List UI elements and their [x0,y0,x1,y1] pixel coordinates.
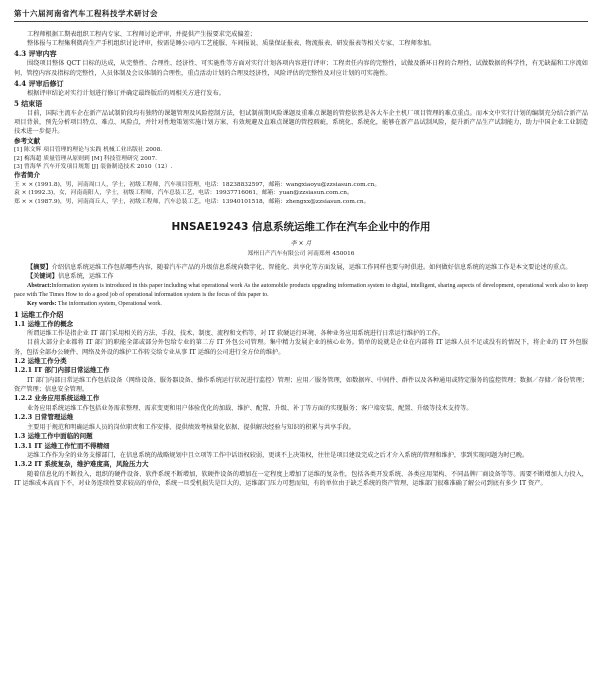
paragraph: 主要用于规范和明确运维人员的岗位职责和工作安排、提供绩效考核量化依据、提供解决经验与知识的积累与共享手段。 [27,423,355,431]
paragraph: 目前大部分企业都将 IT 部门的职能全部或部分外包给专业的第二方 IT 外包公司管理。集中精力发展企业的核心业务。简单的说就是企业在内部将 IT 运维人员不足或没有的情况下，将企业的 IT 外包服务，包括全部办公硬件、网络及外设的维护工作转交给专业从事 IT 运维的公司进行全方位的维护。 [14,339,588,356]
keywords [14,272,588,281]
abstract-en [14,282,588,300]
author-bio: 袁 × (1992.3)，女，河南南阳人，学士，初级工程师，汽车总装工艺，电话：19937716061，邮箱：yuan@zzsiasun.com.cn。 [14,190,353,197]
article-author: 李 × 月 [290,240,312,248]
paragraph: 工程师根据工期表组织工程内专家、工程师讨论评审，并提供产生报要求完成偏差； [27,31,256,38]
abstract [14,263,588,272]
paragraph: IT 部门内部日常运维工作包括设备（网络设备、服务器设备、操作系统运行状况进行监控）管理；应用／服务管理，如数据库、中间件、群件以及各种通用或特定服务的监控管理；数据／存储／备份管理；资产管理；信息安全管理。 [14,377,588,394]
article-affiliation: 郑州日产汽车有限公司 河南郑州 450016 [247,251,355,258]
paragraph: 目前，国际主流车企在新产品试制阶段均有独特的课题管理及风险控制方法，但试制前期风险课题及重难点课题的管控依然是各大车企主机厂项目管理的难点重点。而本文中实行计划的编制充分结合新产品项目背景，预先分析项目特点、难点、风险点，并针对性地策划实施计划方案，有效规避及直难点课题的管控瑕疵，系统化、系统化，能够在新产品试制风险，提升新产品生产试制能力，助力中国企业工业制造技术进一步提升。 [14,110,588,136]
paragraph: 根据评审结论对实行计划进行修订并确定最终版后的周相关方进行发布。 [27,89,225,97]
keywords-en-text: The information system, Operational work. [57,300,162,307]
subsection-heading: 1.3.1 IT 运维工作忙而不得精细 [14,441,110,450]
keywords-en [14,300,588,309]
abstract-text: 介绍信息系统运维工作包括哪些内容，随着汽车产品的升级信息系统向数字化、智能化、共享化等方面发展，运维工作同样也要与时俱进。如何做好信息系统的运维工作是本文要论述的重点。 [51,264,572,272]
paragraph: 运维工作作为全的业务支撑部门，在信息系统的战略规划中且立项等工作中话语权较弱，更谈不上决策权，往往是项目建设完成之后才介入系统的管理和维护，事到实现问题为时已晚。 [27,452,529,460]
author-bio-heading: 作者简介 [14,171,40,180]
author-bio: 王 × × (1991.8)，男，河南周口人，学士，初级工程师，汽车项目管理，电话：18238832597，邮箱：wangxiaoyu@zzsiasun.com.cn。 [14,182,381,189]
paragraph: 随着信息化的不断投入，组织的硬件设备、软件系统不断增加，软硬件设备的增加在一定程度上增加了运维的复杂性，包括各类开发系统、各类应用架构、不同品牌厂商设备等等。需要不断增加人力投入，IT 运维成本高而下不，对业务连续性要求较高的单位，系统一旦受机损失是巨大的，运维部门压力可想而知，有的单位由于缺乏系统的资产管理，运维部门很难准确了解公司到底有多少 IT 资产。 [14,471,588,488]
paragraph: 围绕项目整体 QCT 目标的达成，从完整性、合理性、经济性、可实施性等方面对实行计划各项内容进行评审；工程责任内容的完整性，试做及循环日程的合理性，试做数据的科学性，有无缺漏和工序流如何，管控内容及指标的完整性，人员体制及会议体制的合理性，重点活动计划的合理及经济性，风险评估的完整性及对应计划的可实施性。 [14,60,588,77]
paragraph: 整体报与工程集利微尚生产手机组织讨论评审，按需是睡公司内工艺能服、车间报说、质量保证报表、物流报表、研发报表等相关专家、工程师参加。 [27,40,436,48]
subsection-heading: 1.1 运维工作的概念 [14,319,74,328]
subsection-heading: 1.3.2 IT 系统复杂，维护难度高，风险压力大 [14,460,149,469]
reference-item: [3] 曾海华 汽车开发项目规划 [J] 装备制造技术 2010（12）. [14,164,173,171]
section-heading: 1 运维工作介绍 [14,309,64,319]
section-heading: 5 结束语 [14,99,43,109]
subsection-heading: 1.2.2 业务应用系统运维工作 [14,394,100,403]
running-header: 第十六届河南省汽车工程科技学术研讨会 [14,8,588,22]
author-bio: 郑 × × (1987.9)，男，河南商丘人，学士，初级工程师，汽车总装工艺，电话：13940101518，邮箱：zhengxx@zzsiasun.com.cn。 [14,198,370,205]
reference-item: [1] 陈文辉 项目管理的理论与实践 机械工业出版社 2008. [14,147,163,154]
abstract-en-text: Information system is introduced in this paper including what operational work As the automobile products upgrading information system to digital, intelligent, sharing aspects of development, operational work also to keep pace with The Times How to do a good job of operational information system is the focus of this paper to. [14,282,588,298]
keywords-en-label: Key words: [27,300,57,307]
subsection-heading: 1.2 运维工作分类 [14,356,67,365]
keywords-label: 【关键词】 [27,273,58,281]
subsection-heading: 1.2.3 日常管理运维 [14,413,74,422]
abstract-label: 【摘要】 [27,264,52,272]
section-heading: 4.3 评审内容 [14,49,57,59]
paragraph: 所谓运维工作是指企业 IT 部门采用相关的方法、手段、技术、制度、流程和文档等，对 IT 软硬运行环境、各种业务应用系统进行日常运行维护的工作。 [27,330,445,338]
subsection-heading: 1.2.1 IT 部门内部日常运维工作 [14,366,110,375]
references-heading: 参考文献 [14,136,40,145]
reference-item: [2] 梅海超 质量管理从原则到 [M] 科技管理研究 2007. [14,155,158,162]
subsection-heading: 1.3 运维工作中面临的问题 [14,432,93,441]
abstract-en-label: Abstract: [27,282,52,289]
keywords-text: 信息系统，运维工作 [57,273,114,281]
article-title: HNSAE19243 信息系统运维工作在汽车企业中的作用 [171,221,431,234]
section-heading: 4.4 评审后修订 [14,78,64,88]
paragraph: 业务应用系统运维工作包括业务需求整理、需求变更和用户体验优化的加载、维护、配置、升级、补丁等方面的实现服务；客户端安装、配置、升级等技术支持等。 [27,405,473,413]
